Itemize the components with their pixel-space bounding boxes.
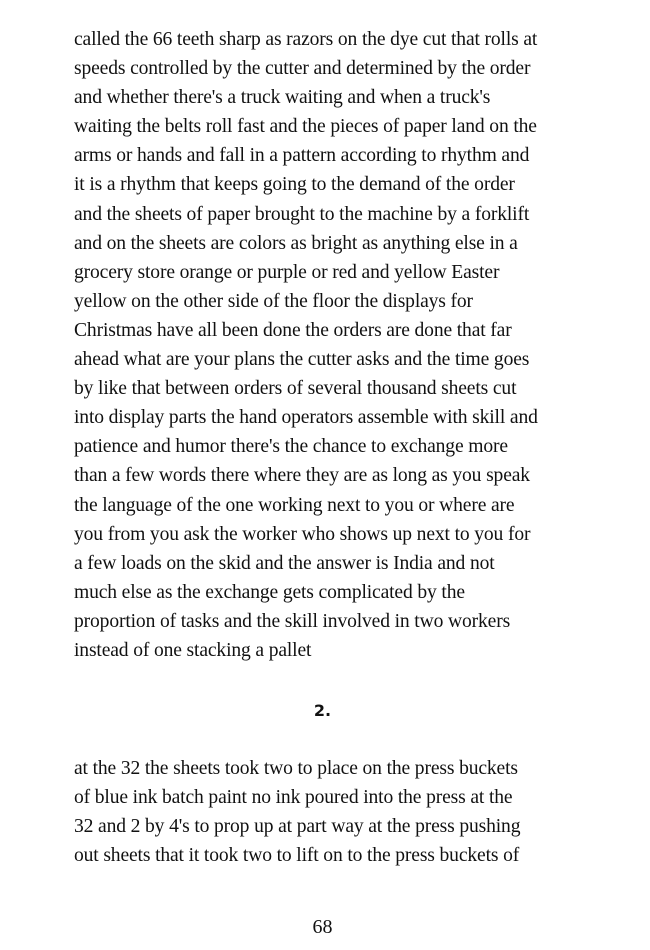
text-line: speeds controlled by the cutter and determined by the order: [74, 58, 531, 80]
text-line: proportion of tasks and the skill involved in two workers: [74, 610, 511, 632]
text-line: you from you ask the worker who shows up next to you for: [74, 523, 531, 545]
text-line: yellow on the other side of the floor the displays for: [74, 290, 473, 312]
text-line: and on the sheets are colors as bright as anything else in a: [74, 232, 518, 254]
paragraph-2: [74, 754, 594, 870]
section-heading: 2.: [313, 701, 332, 720]
text-line: instead of one stacking a pallet: [74, 639, 312, 661]
text-line: ahead what are your plans the cutter asks and the time goes: [74, 349, 530, 371]
text-line: and the sheets of paper brought to the machine by a forklift: [74, 203, 530, 225]
text-line: patience and humor there's the chance to exchange more: [74, 436, 508, 458]
text-line: waiting the belts roll fast and the pieces of paper land on the: [74, 116, 537, 138]
text-line: 32 and 2 by 4's to prop up at part way at the press pushing: [74, 816, 521, 838]
text-line: grocery store orange or purple or red and yellow Easter: [74, 261, 500, 283]
text-line: and whether there's a truck waiting and when a truck's: [74, 87, 491, 109]
text-line: called the 66 teeth sharp as razors on the dye cut that rolls at: [74, 29, 538, 50]
text-line: than a few words there where they are as long as you speak: [74, 465, 530, 487]
text-line: arms or hands and fall in a pattern according to rhythm and: [74, 145, 530, 167]
text-line: Christmas have all been done the orders are done that far: [74, 319, 512, 341]
text-line: much else as the exchange gets complicated by the: [74, 581, 465, 603]
text-line: out sheets that it took two to lift on to the press buckets of: [74, 845, 520, 867]
paragraph-1: [74, 25, 594, 665]
text-line: at the 32 the sheets took two to place on the press buckets: [74, 758, 518, 779]
text-line: of blue ink batch paint no ink poured into the press at the: [74, 787, 513, 809]
text-line: it is a rhythm that keeps going to the demand of the order: [74, 174, 515, 196]
text-line: by like that between orders of several thousand sheets cut: [74, 378, 517, 400]
text-line: the language of the one working next to you or where are: [74, 494, 515, 516]
text-line: a few loads on the skid and the answer is India and not: [74, 552, 495, 574]
text-line: into display parts the hand operators assemble with skill and: [74, 407, 538, 429]
page-number: 68: [312, 916, 333, 938]
